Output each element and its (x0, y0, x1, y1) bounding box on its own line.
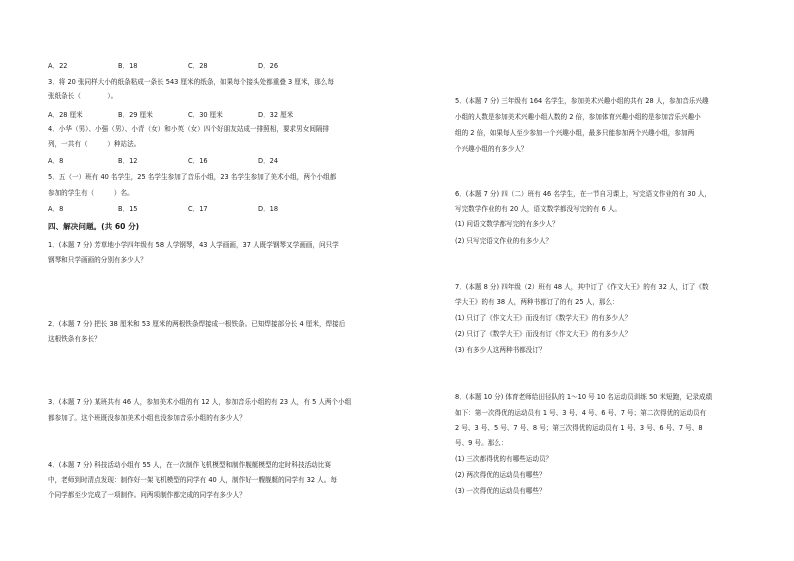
problem7-sub2: (2) 只订了《数学大王》而没有订《作文大王》的有多少人？ (455, 330, 632, 338)
problem6-sub2: (2) 只写完语文作业的有多少人？ (455, 237, 553, 245)
problem8-line3: 2 号、3 号、5 号、7 号、8 号；第三次得优的运动员有 1 号、3 号、6 号、7 号、8 (455, 424, 703, 432)
q4-option-c: C．16 (188, 157, 208, 165)
q3-text-line1: 3．将 20 张同样大小的纸条粘成一条长 543 厘米的纸条，如果每个接头处都重叠 3 厘米，那么每 (48, 78, 334, 86)
problem8-line2: 如下：第一次得优的运动员有 1 号、3 号、4 号、6 号、7 号；第二次得优的运动员有 (455, 409, 707, 417)
problem4-line1: 4．(本题 7 分) 科技活动小组有 55 人，在一次制作飞机模型和制作舰艇模型的定时科技活动比赛 (48, 461, 331, 469)
problem7-sub1: (1) 只订了《作文大王》而没有订《数学大王》的有多少人？ (455, 314, 632, 322)
problem8-sub1: (1) 三次都得优的有哪些运动员？ (455, 455, 553, 463)
q5-text-line2: 参加的学生有（ ）名。 (48, 189, 134, 197)
problem7-sub3: (3) 有多少人这两种书都没订？ (455, 346, 546, 354)
q4-option-a: A．8 (48, 157, 64, 165)
q4-option-b: B．12 (118, 157, 138, 165)
problem3-line2: 都参加了。这个班既没参加美术小组也没参加音乐小组的有多少人？ (48, 414, 246, 422)
problem2-line2: 这根铁条有多长？ (48, 335, 101, 343)
problem1-line2: 钢琴和只学画画的分别有多少人？ (48, 256, 147, 264)
q4-text-line1: 4．小华（男）、小强（男）、小青（女）和小英（女）四个好朋友站成一排照相，要求男女间隔排 (48, 125, 330, 133)
problem1-line1: 1．(本题 7 分) 芳草地小学四年级有 58 人学钢琴，43 人学画画，37 人既学钢琴又学画画，问只学 (48, 241, 339, 249)
q3-option-b: B．29 厘米 (118, 111, 153, 119)
problem6-line2: 写完数学作业的有 20 人，语文数学都没写完的有 6 人。 (455, 205, 622, 213)
problem5-line3: 组的 2 倍，如果每人至少参加一个兴趣小组，最多只能参加两个兴趣小组，参加两 (455, 129, 695, 137)
problem5-line1: 5．(本题 7 分) 三年级有 164 名学生，参加美术兴趣小组的共有 28 人，参加音乐兴趣 (455, 97, 709, 105)
problem4-line3: 个同学都至少完成了一项制作。问两项制作都完成的同学有多少人？ (48, 491, 246, 499)
q5-option-b: B．15 (118, 205, 138, 213)
problem6-sub1: (1) 问语文数学都写完的有多少人？ (455, 220, 559, 228)
q4-text-line2: 列，一共有（ ）种站法。 (48, 140, 141, 148)
problem8-sub3: (3) 一次得优的运动员有哪些？ (455, 487, 546, 495)
problem4-line2: 中，老师到时清点发现：制作好一架飞机模型的同学有 40 人，制作好一艘舰艇的同学有 32 人。每 (48, 476, 337, 484)
q3-option-d: D．32 厘米 (258, 111, 294, 119)
problem7-line2: 学大王》的有 38 人，两种书都订了的有 25 人，那么： (455, 298, 619, 306)
problem2-line1: 2．(本题 7 分) 把长 38 厘米和 53 厘米的两根铁条焊接成一根铁条。已知焊接部分长 4 厘米，焊接后 (48, 320, 346, 328)
q3-text-line2: 张纸条长（ ）。 (48, 92, 118, 100)
q5-option-a: A．8 (48, 205, 64, 213)
problem5-line2: 小组的人数是参加美术兴趣小组人数的 2 倍，参加体育兴趣小组的是参加音乐兴趣小 (455, 113, 701, 121)
problem3-line1: 3．(本题 7 分) 某班共有 46 人，参加美术小组的有 12 人，参加音乐小组的有 23 人，有 5 人两个小组 (48, 398, 352, 406)
q2-option-c: C．28 (188, 62, 208, 70)
problem6-line1: 6．(本题 7 分) 四（二）班有 46 名学生，在一节自习课上，写完语文作业的有 30 人， (455, 190, 711, 198)
problem8-line4: 号、9 号。那么： (455, 439, 508, 447)
q5-text-line1: 5．五（一）班有 40 名学生，25 名学生参加了音乐小组，23 名学生参加了美术小组，两个小组都 (48, 173, 337, 181)
q3-option-a: A．28 厘米 (48, 111, 83, 119)
problem7-line1: 7．(本题 8 分) 四年级（2）班有 48 人，其中订了《作文大王》的有 32 人，订了《数 (455, 283, 709, 291)
q2-option-d: D．26 (258, 62, 279, 70)
q5-option-c: C．17 (188, 205, 208, 213)
section-heading-solve-problems: 四、解决问题。(共 60 分) (48, 222, 140, 231)
problem8-line1: 8．(本题 10 分) 体育老师给田径队的 1～10 号 10 名运动员训练 50 米短跑，记录成绩 (455, 393, 713, 401)
q4-option-d: D．24 (258, 157, 279, 165)
problem8-sub2: (2) 两次得优的运动员有哪些？ (455, 471, 546, 479)
q2-option-a: A．22 (48, 62, 68, 70)
q2-option-b: B．18 (118, 62, 138, 70)
q3-option-c: C．30 厘米 (188, 111, 223, 119)
q5-option-d: D．18 (258, 205, 279, 213)
problem5-line4: 个兴趣小组的有多少人？ (455, 145, 528, 153)
